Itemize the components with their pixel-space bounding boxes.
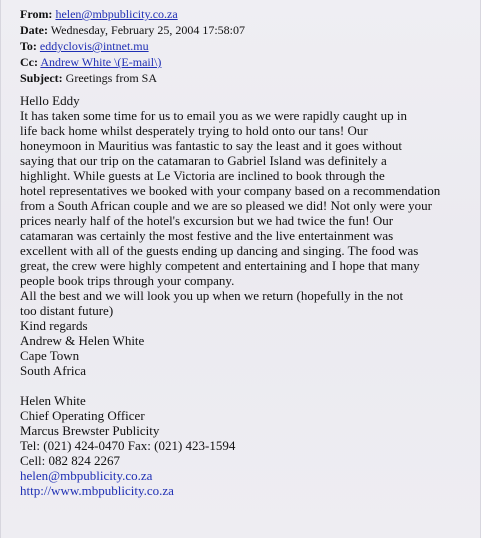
body-line: catamaran was certainly the most festive and the live entertainment was: [20, 228, 394, 243]
to-row: [20, 38, 468, 54]
signature-spacer: [20, 378, 468, 393]
body-line: too distant future): [20, 303, 114, 318]
email-body: [20, 93, 468, 498]
to-email-link[interactable]: eddyclovis@intnet.mu: [39, 39, 149, 53]
body-line: from a South African couple and we are so pleased we did! Not only were your: [20, 198, 432, 213]
subject-row: [20, 70, 468, 86]
subject-value: Greetings from SA: [65, 71, 157, 85]
body-line: life back home whilst desperately trying to hold onto our tans! Our: [20, 123, 368, 138]
body-line: excellent with all of the guests ending up dancing and singing. The food was: [20, 243, 419, 258]
date-value: Wednesday, February 25, 2004 17:58:07: [50, 23, 246, 37]
body-line: prices nearly half of the hotel's excursion but we had twice the fun! Our: [20, 213, 394, 228]
signature-line: Marcus Brewster Publicity: [20, 423, 160, 438]
body-line: highlight. While guests at Le Victoria are inclined to book through the: [20, 168, 385, 183]
cc-row: [20, 54, 468, 70]
from-label: From:: [20, 7, 53, 21]
date-label: Date:: [20, 23, 48, 37]
closing-line: Kind regards: [20, 318, 88, 333]
body-line: honeymoon in Mauritius was fantastic to say the least and it goes without: [20, 138, 402, 153]
body-line: All the best and we will look you up when we return (hopefully in the not: [20, 288, 404, 303]
signature-website-link[interactable]: http://www.mbpublicity.co.za: [20, 483, 174, 498]
subject-label: Subject:: [20, 71, 63, 85]
cc-label: Cc:: [20, 55, 38, 69]
signature-line: Chief Operating Officer: [20, 408, 145, 423]
cc-recipient-link[interactable]: Andrew White \(E-mail\): [40, 55, 162, 69]
signature-line: Cell: 082 824 2267: [20, 453, 121, 468]
body-line: people book trips through your company.: [20, 273, 235, 288]
email-header: [20, 6, 468, 86]
from-row: [20, 6, 468, 22]
closing-line: Andrew & Helen White: [20, 333, 145, 348]
from-email-link[interactable]: helen@mbpublicity.co.za: [55, 7, 178, 21]
to-label: To:: [20, 39, 37, 53]
body-line: It has taken some time for us to email you as we were rapidly caught up in: [20, 108, 408, 123]
body-line: saying that our trip on the catamaran to Gabriel Island was definitely a: [20, 153, 387, 168]
closing-line: South Africa: [20, 363, 87, 378]
greeting: Hello Eddy: [20, 93, 80, 108]
closing-line: Cape Town: [20, 348, 80, 363]
signature-email-link[interactable]: helen@mbpublicity.co.za: [20, 468, 153, 483]
body-line: hotel representatives we booked with your company based on a recommendation: [20, 183, 441, 198]
body-line: great, the crew were highly competent and entertaining and I hope that many: [20, 258, 420, 273]
signature-line: Tel: (021) 424-0470 Fax: (021) 423-1594: [20, 438, 236, 453]
date-row: [20, 22, 468, 38]
signature-line: Helen White: [20, 393, 86, 408]
